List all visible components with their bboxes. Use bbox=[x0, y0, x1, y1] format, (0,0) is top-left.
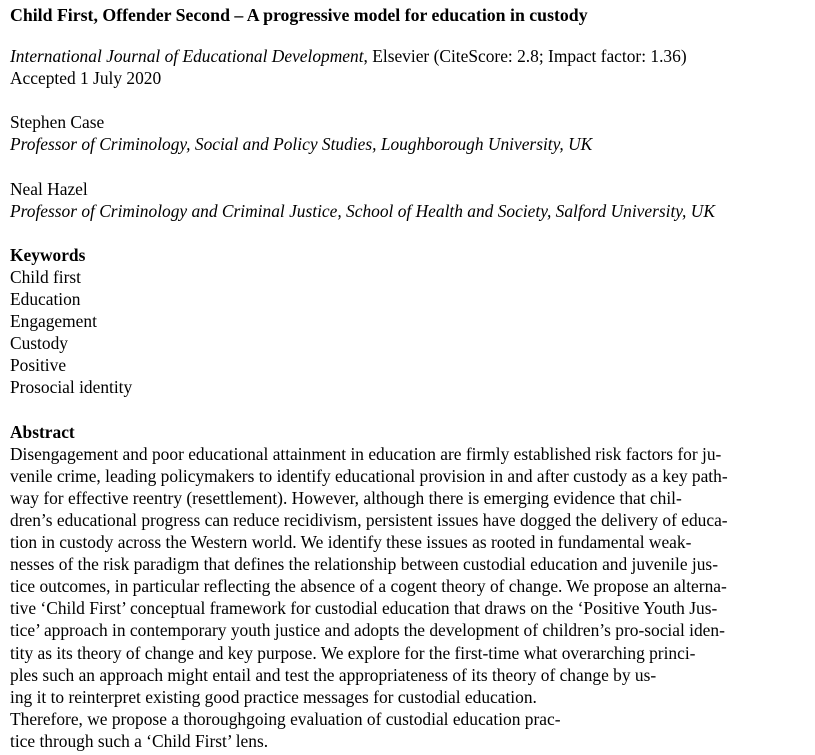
abstract-line: tity as its theory of change and key purpose. We explore for the first-time what overarching princi- bbox=[10, 642, 696, 663]
abstract-line: tice’ approach in contemporary youth justice and adopts the development of children’s pro-social iden- bbox=[10, 620, 725, 641]
abstract-line: ples such an approach might entail and test the appropriateness of its theory of change by us- bbox=[10, 664, 657, 685]
abstract-line: tice outcomes, in particular reflecting the absence of a cogent theory of change. We propose an alterna- bbox=[10, 576, 727, 597]
keyword-item: Education bbox=[10, 289, 81, 310]
spacer bbox=[10, 155, 810, 177]
keyword-item: Engagement bbox=[10, 311, 97, 332]
author-affiliation-1: Professor of Criminology, Social and Policy Studies, Loughborough University, UK bbox=[10, 134, 593, 155]
abstract-line: nesses of the risk paradigm that defines the relationship between custodial education and juvenile jus- bbox=[10, 554, 718, 575]
keyword-item: Custody bbox=[10, 333, 68, 354]
spacer bbox=[10, 222, 810, 244]
keywords-heading: Keywords bbox=[10, 244, 86, 265]
keyword-item: Child first bbox=[10, 266, 82, 287]
paper-page bbox=[10, 3, 810, 752]
spacer bbox=[10, 399, 810, 421]
author-name-2: Neal Hazel bbox=[10, 178, 88, 199]
abstract-line: Disengagement and poor educational attainment in education are firmly established risk factors for ju- bbox=[10, 443, 722, 464]
abstract-heading: Abstract bbox=[10, 421, 75, 442]
journal-line bbox=[10, 45, 810, 67]
keyword-item: Positive bbox=[10, 355, 67, 376]
author-name-1: Stephen Case bbox=[10, 112, 105, 133]
journal-publisher-metrics: , Elsevier (CiteScore: 2.8; Impact factor: 1.36) bbox=[363, 46, 687, 66]
abstract-line: Therefore, we propose a thoroughgoing evaluation of custodial education prac- bbox=[10, 708, 561, 729]
abstract-line: dren’s educational progress can reduce recidivism, persistent issues have dogged the delivery of educa- bbox=[10, 509, 728, 530]
abstract-line: venile crime, leading policymakers to identify educational provision in and after custody as a key path- bbox=[10, 465, 728, 486]
journal-name: International Journal of Educational Development bbox=[10, 46, 364, 66]
abstract-line: tice through such a ‘Child First’ lens. bbox=[10, 730, 269, 751]
author-affiliation-2: Professor of Criminology and Criminal Justice, School of Health and Society, Salford University, UK bbox=[10, 200, 715, 221]
keyword-item: Prosocial identity bbox=[10, 377, 133, 398]
abstract-line: tion in custody across the Western world. We identify these issues as rooted in fundamental weak- bbox=[10, 532, 692, 553]
abstract-line: way for effective reentry (resettlement). However, although there is emerging evidence that chil- bbox=[10, 487, 682, 508]
spacer bbox=[10, 89, 810, 111]
abstract-line: tive ‘Child First’ conceptual framework for custodial education that draws on the ‘Positive Youth Jus- bbox=[10, 598, 718, 619]
accepted-date: Accepted 1 July 2020 bbox=[10, 68, 162, 89]
abstract-line: ing it to reinterpret existing good practice messages for custodial education. bbox=[10, 686, 537, 707]
paper-title: Child First, Offender Second – A progressive model for education in custody bbox=[10, 5, 588, 25]
